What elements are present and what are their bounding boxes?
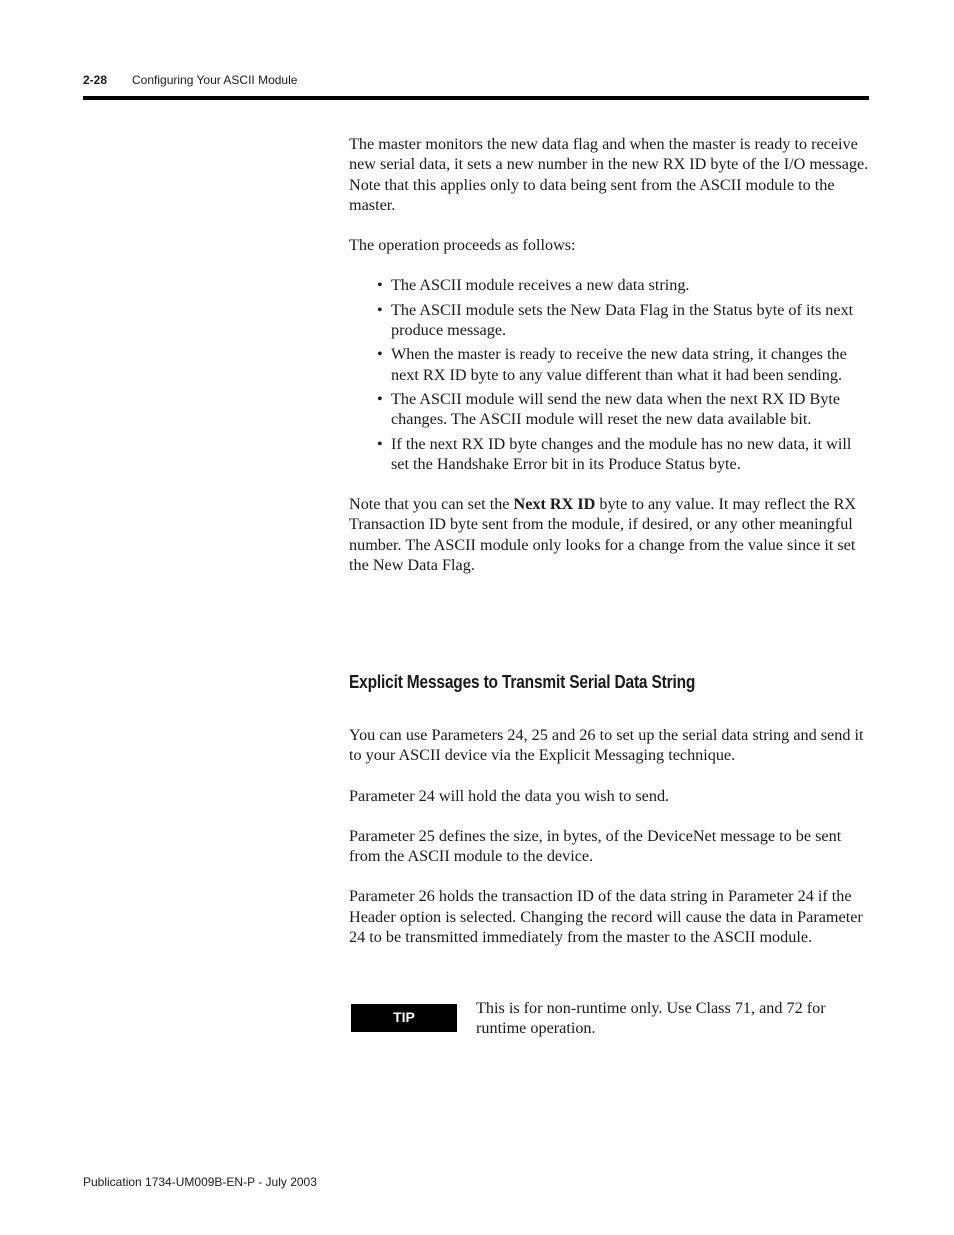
list-item: • If the next RX ID byte changes and the module has no new data, it will set the Handshake Error bit in its Produce Status byte. [377, 434, 852, 473]
header-rule [83, 96, 869, 100]
paragraph-parameter-25: Parameter 25 defines the size, in bytes, of the DeviceNet message to be sent from the ASCII module to the device. [349, 826, 842, 866]
paragraph-parameter-26: Parameter 26 holds the transaction ID of the data string in Parameter 24 if the Header option is selected. Changing the record will cause the data in Parameter 24 to be transmitted immediately from the master to the ASCII module. [349, 887, 863, 947]
section-text [349, 725, 874, 967]
bullet-icon: • [377, 389, 383, 408]
bullet-icon: • [377, 345, 383, 364]
section-title: Configuring Your ASCII Module [132, 73, 298, 87]
page-number: 2-28 [83, 73, 108, 87]
list-item: • The ASCII module will send the new data when the next RX ID Byte changes. The ASCII module will reset the new data available bit. [377, 389, 841, 429]
paragraph-parameter-24: Parameter 24 will hold the data you wish to send. [349, 786, 670, 805]
next-rx-id-term: Next RX ID [513, 495, 596, 514]
list-item: • When the master is ready to receive the new data string, it changes the next RX ID byte to any value different than what it had been sending. [377, 345, 847, 384]
list-item: • The ASCII module receives a new data string. [377, 276, 690, 295]
operation-steps-list [349, 275, 874, 474]
bullet-icon: • [377, 300, 383, 319]
bullet-icon: • [377, 434, 383, 453]
main-text [349, 134, 874, 575]
list-item: • The ASCII module sets the New Data Flag in the Status byte of its next produce message. [377, 300, 854, 340]
footer-publication: Publication 1734-UM009B-EN-P - July 2003 [83, 1175, 317, 1189]
paragraph-parameters-intro: You can use Parameters 24, 25 and 26 to set up the serial data string and send it to your ASCII device via the Explicit Messaging technique. [349, 726, 864, 765]
bullet-icon: • [377, 276, 383, 295]
paragraph-next-rx-id-note: Note that you can set the Next RX ID byte to any value. It may reflect the RX Transaction ID byte sent from the module, if desired, or any other meaningful number. The ASCII module only looks for a change from the value since it set the New Data Flag. [349, 495, 857, 575]
tip-label: TIP [351, 1004, 457, 1032]
paragraph-operation-proceeds: The operation proceeds as follows: [349, 236, 576, 255]
paragraph-master-monitors: The master monitors the new data flag and when the master is ready to receive new serial data, it sets a new number in the new RX ID byte of the I/O message. Note that this applies only to data being sent from the ASCII module to the master. [349, 135, 869, 214]
tip-text: This is for non-runtime only. Use Class 71, and 72 for runtime operation. [476, 999, 826, 1038]
section-heading: Explicit Messages to Transmit Serial Data String [349, 672, 696, 692]
